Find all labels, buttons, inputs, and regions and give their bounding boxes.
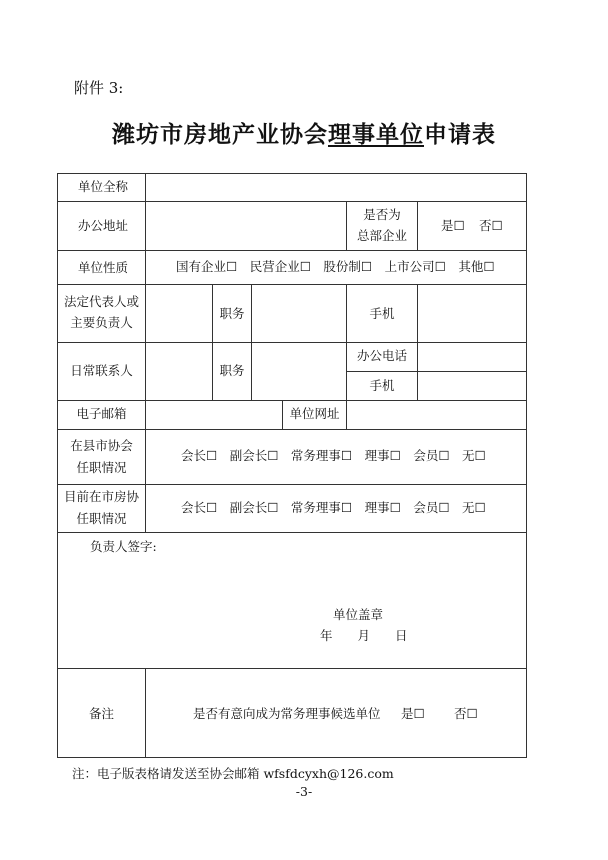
- label-unit-full-name: 单位全称: [78, 179, 129, 194]
- input-website[interactable]: [348, 402, 525, 428]
- signature-area[interactable]: [59, 558, 525, 666]
- label-mobile-2: 手机: [369, 378, 395, 393]
- label-website: 单位网址: [289, 406, 340, 421]
- city-role-options[interactable]: 会长☐ 副会长☐ 常务理事☐ 理事☐ 会员☐ 无☐: [181, 500, 486, 515]
- unit-nature-options[interactable]: 国有企业☐ 民营企业☐ 股份制☐ 上市公司☐ 其他☐: [176, 259, 495, 274]
- label-office-phone: 办公电话: [356, 348, 407, 363]
- label-unit-nature: 单位性质: [78, 260, 129, 275]
- label-city-role-2: 任职情况: [76, 511, 127, 526]
- title-suffix: 申请表: [424, 121, 496, 148]
- label-mobile: 手机: [369, 306, 395, 321]
- input-legal-rep-position[interactable]: [253, 286, 345, 341]
- hq-yes-checkbox[interactable]: 是☐: [441, 218, 465, 233]
- input-email[interactable]: [147, 402, 281, 428]
- label-remarks: 备注: [88, 706, 114, 721]
- hq-no-checkbox[interactable]: 否☐: [479, 218, 503, 233]
- remarks-question: 是否有意向成为常务理事候选单位: [193, 706, 381, 721]
- label-position: 职务: [219, 306, 245, 321]
- input-office-phone[interactable]: [419, 344, 525, 370]
- page-number: -3-: [295, 784, 313, 799]
- label-is-headquarters-2: 总部企业: [356, 228, 407, 243]
- label-legal-rep-1: 法定代表人或: [63, 294, 139, 309]
- label-county-role-1: 在县市协会: [70, 438, 133, 453]
- county-role-options[interactable]: 会长☐ 副会长☐ 常务理事☐ 理事☐ 会员☐ 无☐: [181, 448, 486, 463]
- input-legal-rep[interactable]: [147, 286, 211, 341]
- input-contact-mobile[interactable]: [419, 373, 525, 399]
- input-legal-rep-mobile[interactable]: [419, 286, 525, 341]
- input-unit-full-name[interactable]: [147, 175, 525, 200]
- label-is-headquarters-1: 是否为: [363, 207, 401, 222]
- label-position-2: 职务: [219, 363, 245, 378]
- attachment-label: 附件 3:: [74, 79, 124, 97]
- label-seal: 单位盖章: [333, 607, 384, 622]
- input-office-address[interactable]: [147, 203, 345, 249]
- label-signature: 负责人签字:: [90, 539, 157, 554]
- label-city-role-1: 目前在市房协: [63, 489, 139, 504]
- label-county-role-2: 任职情况: [76, 460, 127, 475]
- label-legal-rep-2: 主要负责人: [70, 315, 133, 330]
- title-underlined: 理事单位: [328, 121, 424, 148]
- title-prefix: 潍坊市房地产业协会: [112, 121, 328, 148]
- input-daily-contact[interactable]: [147, 344, 211, 399]
- label-date: 年 月 日: [320, 628, 408, 643]
- label-email: 电子邮箱: [76, 406, 127, 421]
- label-office-address: 办公地址: [78, 218, 129, 233]
- input-contact-position[interactable]: [253, 344, 345, 399]
- label-daily-contact: 日常联系人: [70, 363, 133, 378]
- remarks-yes-checkbox[interactable]: 是☐: [401, 706, 425, 721]
- remarks-no-checkbox[interactable]: 否☐: [454, 706, 478, 721]
- footnote: 注：电子版表格请发送至协会邮箱 wfsfdcyxh@126.com: [72, 766, 394, 781]
